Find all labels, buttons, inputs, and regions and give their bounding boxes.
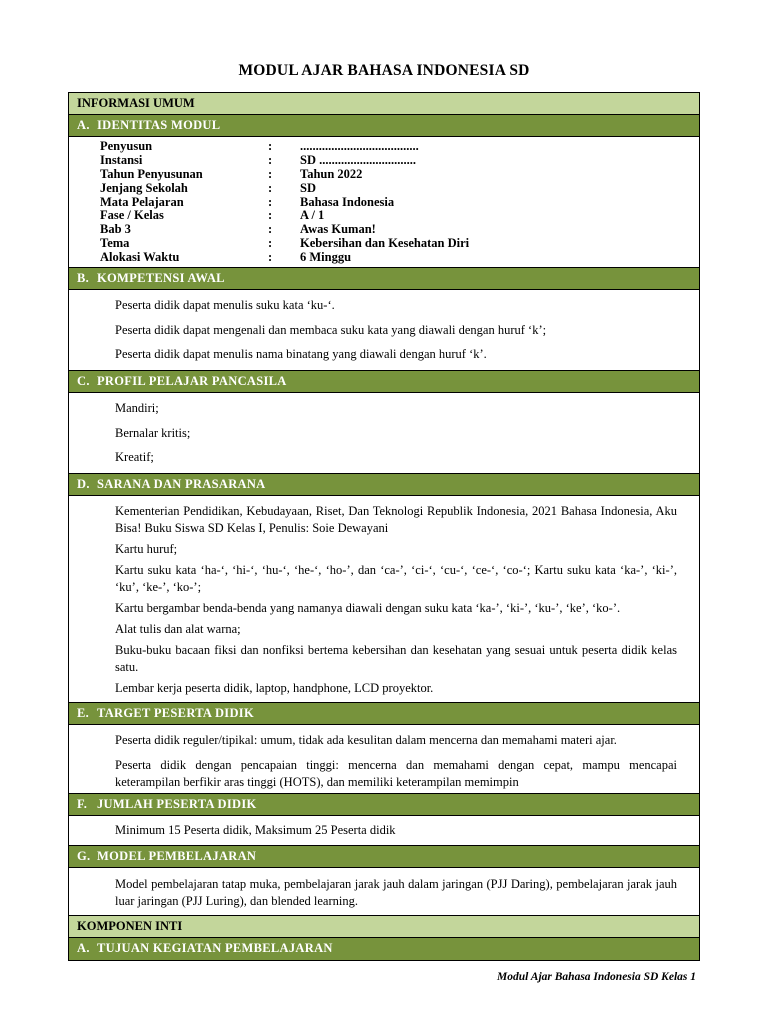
list-item-text: Peserta didik reguler/tipikal: umum, tidak ada kesulitan dalam mencerna dan memahami materi ajar.	[115, 733, 617, 747]
section-letter: D.	[77, 477, 90, 491]
bullet-box-icon	[98, 425, 115, 442]
list-item-text: Kementerian Pendidikan, Kebudayaan, Riset, Dan Teknologi Republik Indonesia, 2021 Bahasa Indonesia, Aku Bisa! Buku Siswa SD Kelas I, Penulis: Soie Dewayani	[115, 504, 677, 535]
identitas-row	[100, 223, 699, 237]
list-item-text: Peserta didik dengan pencapaian tinggi: mencerna dan memahami dengan cepat, mampu mencapai keterampilan berfikir aras tinggi (HOTS), dan memiliki keterampilan memimpin	[115, 757, 677, 789]
section-header-jumlah	[69, 794, 699, 816]
list-item-text: Peserta didik dapat menulis nama binatang yang diawali dengan huruf ‘k’.	[115, 347, 487, 361]
section-header-kompetensi	[69, 268, 699, 290]
bullet-box-icon	[98, 680, 115, 697]
list-item	[98, 642, 677, 676]
profil-list	[69, 393, 699, 474]
bullet-box-icon	[98, 757, 115, 791]
list-item-text: Lembar kerja peserta didik, laptop, handphone, LCD proyektor.	[115, 681, 434, 695]
bullet-box-icon	[98, 322, 115, 339]
identitas-value: Kebersihan dan Kesehatan Diri	[300, 236, 470, 251]
section-header-profil	[69, 371, 699, 393]
list-item	[98, 541, 677, 558]
identitas-row	[100, 168, 699, 182]
bullet-box-icon	[98, 400, 115, 417]
identitas-key: Tema	[100, 236, 130, 251]
list-item	[98, 297, 677, 314]
jumlah-list	[69, 816, 699, 846]
identitas-row	[100, 154, 699, 168]
section-letter: G.	[77, 848, 91, 863]
bullet-box-icon	[98, 732, 115, 749]
bullet-box-icon	[98, 541, 115, 558]
identitas-row	[100, 251, 699, 265]
module-table	[68, 92, 700, 961]
identitas-value: SD	[300, 180, 316, 195]
list-item	[98, 449, 677, 466]
section-heading: TUJUAN KEGIATAN PEMBELAJARAN	[97, 940, 333, 955]
identitas-row	[100, 140, 699, 154]
identitas-value: A / 1	[300, 208, 325, 223]
section-letter: E.	[77, 706, 90, 720]
identitas-row	[100, 209, 699, 223]
section-header-model	[69, 846, 699, 868]
list-item-text: Peserta didik dapat mengenali dan membaca suku kata yang diawali dengan huruf ‘k’;	[115, 322, 547, 337]
section-heading: IDENTITAS MODUL	[97, 118, 221, 132]
identitas-colon: :	[268, 139, 273, 153]
list-item	[98, 621, 677, 638]
list-item	[98, 600, 677, 617]
bullet-box-icon	[98, 297, 115, 314]
bullet-box-icon	[98, 346, 115, 363]
identitas-colon: :	[268, 194, 273, 209]
bullet-box-icon	[98, 621, 115, 638]
identitas-value: Awas Kuman!	[300, 222, 376, 237]
section-heading: TARGET PESERTA DIDIK	[97, 706, 254, 720]
section-letter: C.	[77, 374, 90, 388]
list-item-text: Peserta didik dapat menulis suku kata ‘ku-‘.	[115, 298, 335, 312]
identitas-value: Bahasa Indonesia	[300, 194, 395, 209]
identitas-colon: :	[268, 236, 273, 251]
page-footer: Modul Ajar Bahasa Indonesia SD Kelas 1	[497, 971, 696, 983]
bullet-box-icon	[98, 822, 115, 839]
kompetensi-list	[69, 290, 699, 371]
identitas-key: Tahun Penyusunan	[100, 166, 203, 181]
list-item	[98, 425, 677, 442]
bullet-box-icon	[98, 876, 115, 910]
section-heading: KOMPETENSI AWAL	[97, 271, 225, 285]
identitas-key: Jenjang Sekolah	[100, 180, 188, 195]
list-item-text: Bernalar kritis;	[115, 425, 191, 440]
identitas-key: Fase / Kelas	[100, 208, 164, 223]
identitas-colon: :	[268, 222, 273, 237]
bullet-box-icon	[98, 600, 115, 617]
section-heading: JUMLAH PESERTA DIDIK	[97, 796, 257, 811]
identitas-key: Alokasi Waktu	[100, 250, 180, 265]
bullet-box-icon	[98, 642, 115, 676]
list-item-text: Minimum 15 Peserta didik, Maksimum 25 Peserta didik	[115, 822, 396, 837]
section-letter: A.	[77, 118, 90, 132]
list-item-text: Model pembelajaran tatap muka, pembelajaran jarak jauh dalam jaringan (PJJ Daring), pembelajaran jarak jauh luar jaringan (PJJ Luring), dan blended learning.	[115, 876, 677, 908]
section-letter: B.	[77, 271, 90, 285]
identitas-value: Tahun 2022	[300, 166, 363, 181]
list-item	[98, 732, 677, 749]
list-item-text: Alat tulis dan alat warna;	[115, 622, 241, 636]
section-header-tujuan	[69, 938, 699, 960]
identitas-colon: :	[268, 250, 273, 265]
bullet-box-icon	[98, 503, 115, 537]
identitas-colon: :	[268, 180, 273, 195]
list-item	[98, 822, 677, 839]
identitas-colon: :	[268, 152, 273, 167]
identitas-key: Penyusun	[100, 139, 153, 153]
identitas-row	[100, 182, 699, 196]
list-item	[98, 680, 677, 697]
bullet-box-icon	[98, 562, 115, 596]
section-header-sarana	[69, 474, 699, 496]
list-item	[98, 757, 677, 791]
section-header-target	[69, 703, 699, 725]
bullet-box-icon	[98, 449, 115, 466]
section-header-informasi-umum: INFORMASI UMUM	[69, 93, 699, 115]
sarana-list	[69, 496, 699, 703]
page-title: MODUL AJAR BAHASA INDONESIA SD	[238, 62, 530, 79]
section-heading: PROFIL PELAJAR PANCASILA	[97, 374, 287, 388]
section-header-komponen-inti: KOMPONEN INTI	[69, 916, 699, 938]
identitas-value: SD ...............................	[300, 152, 416, 167]
list-item	[98, 876, 677, 910]
section-header-identitas	[69, 115, 699, 137]
identitas-key: Mata Pelajaran	[100, 194, 184, 209]
list-item-text: Kartu huruf;	[115, 542, 178, 556]
identitas-value: ......................................	[300, 139, 419, 153]
list-item-text: Kartu bergambar benda-benda yang namanya diawali dengan suku kata ‘ka-’, ‘ki-’, ‘ku-’, ‘ke’, ‘ko-’.	[115, 601, 621, 615]
identitas-row	[100, 237, 699, 251]
section-heading: MODEL PEMBELAJARAN	[97, 848, 257, 863]
section-letter: A.	[77, 940, 90, 955]
identitas-colon: :	[268, 208, 273, 223]
identitas-body	[69, 137, 699, 268]
identitas-colon: :	[268, 166, 273, 181]
identitas-row	[100, 196, 699, 210]
list-item-text: Mandiri;	[115, 401, 159, 415]
target-list	[69, 725, 699, 794]
list-item	[98, 346, 677, 363]
identitas-value: 6 Minggu	[300, 250, 352, 265]
list-item-text: Buku-buku bacaan fiksi dan nonfiksi bertema kebersihan dan kesehatan yang sesuai untuk peserta didik kelas satu.	[115, 643, 677, 674]
list-item	[98, 400, 677, 417]
identitas-key: Bab 3	[100, 222, 131, 237]
list-item	[98, 503, 677, 537]
list-item-text: Kreatif;	[115, 450, 154, 464]
section-letter: F.	[77, 796, 88, 811]
section-heading: SARANA DAN PRASARANA	[97, 477, 266, 491]
list-item-text: Kartu suku kata ‘ha-‘, ‘hi-‘, ‘hu-‘, ‘he-‘, ‘ho-’, dan ‘ca-’, ‘ci-‘, ‘cu-‘, ‘ce-‘, ‘co-‘; Kartu suku kata ‘ka-’, ‘ki-’, ‘ku’, ‘ke-’, ‘ko-’;	[115, 563, 677, 594]
list-item	[98, 562, 677, 596]
list-item	[98, 322, 677, 339]
model-list	[69, 868, 699, 916]
identitas-key: Instansi	[100, 152, 143, 167]
